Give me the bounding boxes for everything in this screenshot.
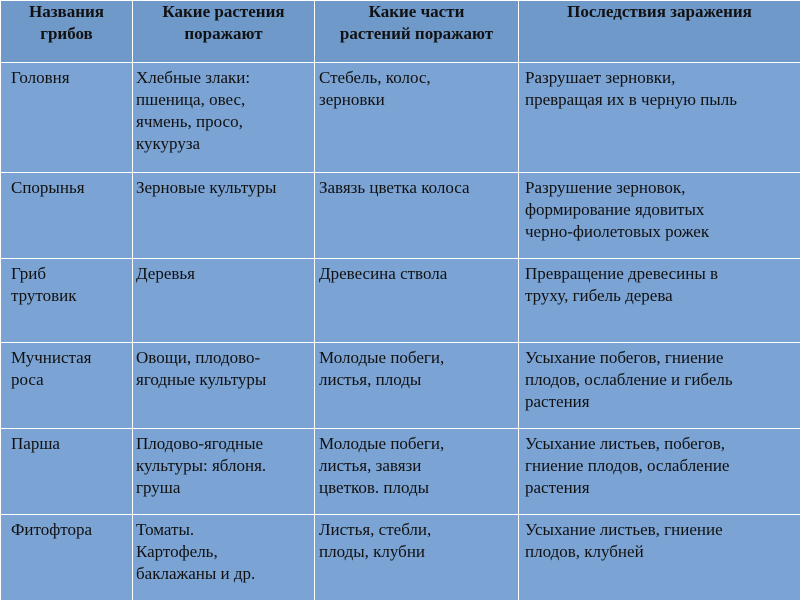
cell-affected-parts — [315, 429, 519, 515]
cell-text: Усыхание побегов, гниение плодов, ослабление и гибель растения — [525, 348, 733, 411]
cell-fungus-name — [1, 259, 133, 343]
cell-text: Гриб трутовик — [11, 264, 77, 305]
cell-text: Мучнистая роса — [11, 348, 92, 389]
cell-text: Усыхание листьев, гниение плодов, клубней — [525, 520, 723, 561]
cell-affected-parts — [315, 343, 519, 429]
cell-host-plants — [133, 429, 315, 515]
cell-text: Парша — [11, 434, 60, 453]
cell-text: Листья, стебли, плоды, клубни — [319, 520, 432, 561]
cell-consequences — [519, 515, 800, 600]
cell-host-plants — [133, 343, 315, 429]
table-row — [1, 63, 800, 173]
cell-text: Спорынья — [11, 178, 85, 197]
cell-text: Головня — [11, 68, 70, 87]
cell-text: Разрушает зерновки, превращая их в черную пыль — [525, 68, 737, 109]
table-row — [1, 515, 800, 600]
table-row — [1, 429, 800, 515]
cell-text: Фитофтора — [11, 520, 92, 539]
cell-affected-parts — [315, 259, 519, 343]
cell-fungus-name — [1, 343, 133, 429]
cell-affected-parts — [315, 515, 519, 600]
header-row — [1, 1, 800, 63]
cell-text: Томаты. Картофель, баклажаны и др. — [136, 520, 256, 583]
cell-fungus-name — [1, 173, 133, 259]
cell-text: Древесина ствола — [319, 264, 448, 283]
cell-text: Превращение древесины в труху, гибель дерева — [525, 264, 719, 305]
cell-text: Хлебные злаки: пшеница, овес, ячмень, просо, кукуруза — [136, 68, 251, 153]
cell-host-plants — [133, 63, 315, 173]
cell-fungus-name — [1, 63, 133, 173]
cell-fungus-name — [1, 429, 133, 515]
cell-text: Разрушение зерновок, формирование ядовитых черно-фиолетовых рожек — [525, 178, 710, 241]
cell-affected-parts — [315, 63, 519, 173]
cell-consequences — [519, 343, 800, 429]
header-fungus-name: Названия грибов — [1, 1, 133, 63]
cell-text: Овощи, плодово- ягодные культуры — [136, 348, 267, 389]
cell-consequences — [519, 63, 800, 173]
table-row — [1, 173, 800, 259]
cell-text: Плодово-ягодные культуры: яблоня. груша — [136, 434, 267, 497]
cell-consequences — [519, 173, 800, 259]
cell-text: Усыхание листьев, побегов, гниение плодов, ослабление растения — [525, 434, 730, 497]
header-consequences: Последствия заражения — [519, 1, 800, 63]
cell-host-plants — [133, 515, 315, 600]
cell-text: Деревья — [136, 264, 195, 283]
cell-consequences — [519, 259, 800, 343]
cell-consequences — [519, 429, 800, 515]
cell-host-plants — [133, 173, 315, 259]
cell-text: Молодые побеги, листья, плоды — [319, 348, 445, 389]
cell-text: Молодые побеги, листья, завязи цветков. плоды — [319, 434, 445, 497]
cell-affected-parts — [315, 173, 519, 259]
header-affected-parts: Какие части растений поражают — [315, 1, 519, 63]
table-row — [1, 259, 800, 343]
cell-text: Завязь цветка колоса — [319, 178, 470, 197]
cell-host-plants — [133, 259, 315, 343]
table-row — [1, 343, 800, 429]
header-host-plants: Какие растения поражают — [133, 1, 315, 63]
cell-fungus-name — [1, 515, 133, 600]
cell-text: Зерновые культуры — [136, 178, 277, 197]
cell-text: Стебель, колос, зерновки — [319, 68, 431, 109]
